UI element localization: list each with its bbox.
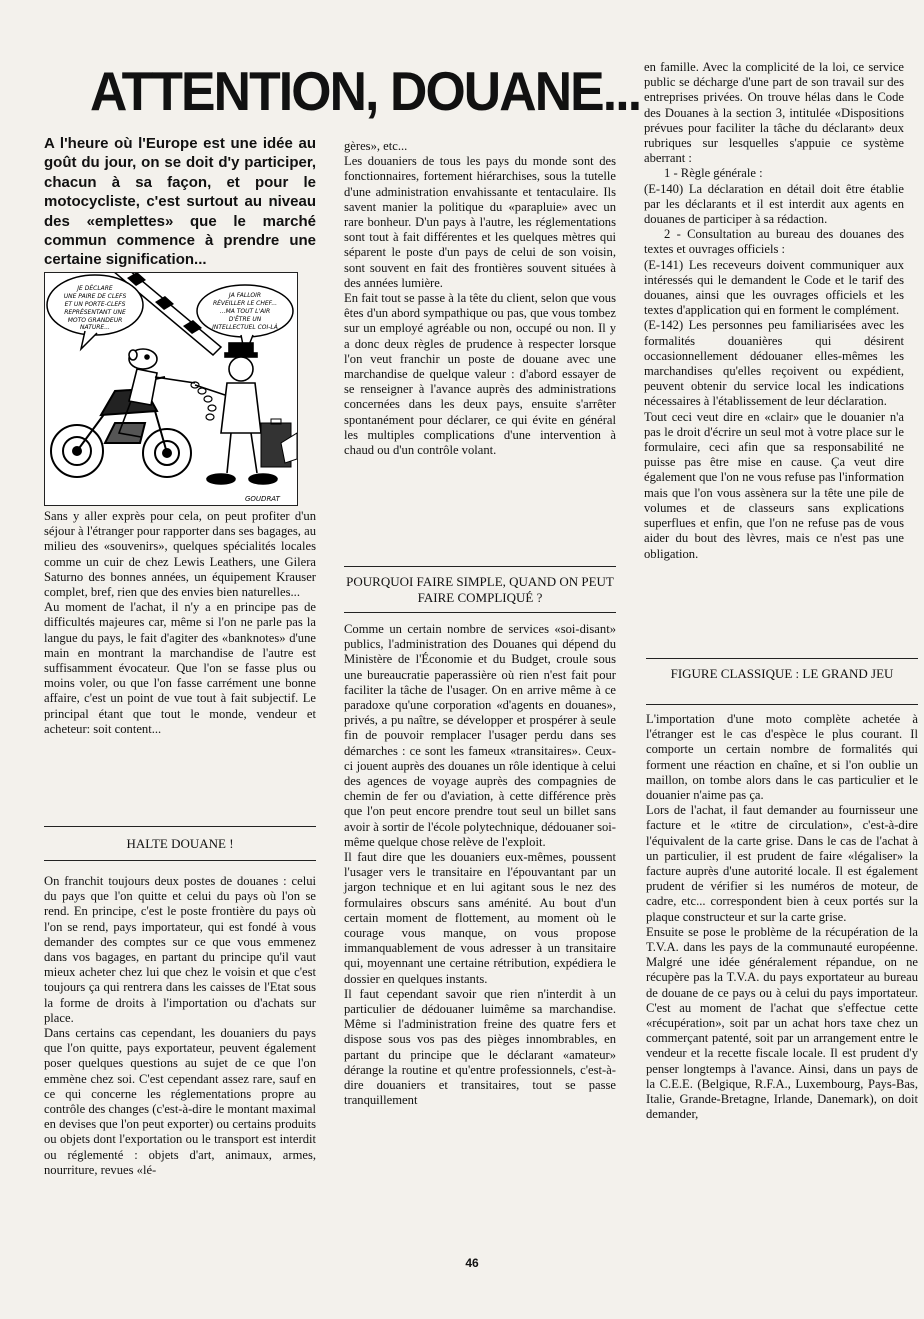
article-lead: A l'heure où l'Europe est une idée au goût du jour, on se doit d'y participer, chacun à sa façon, et pour le motocycliste, c'est surtout au niveau des «emplettes» que le marché commun commence à prendre une certaine signification... xyxy=(44,135,316,269)
column-2-top xyxy=(344,139,616,458)
divider xyxy=(44,826,316,827)
paragraph: Comme un certain nombre de services «soi-disant» publics, l'administration des Douanes qui dépend du Ministère de l'Économie et du Budget, croule sous une bureaucratie paperassière où rien n'est fait pour faciliter la tâche de l'usager. On en arrive même à ce paradoxe qu'une corporation «d'agents en douanes», privés, a pu naître, se développer et prospérer à seule fin de pouvoir remplacer l'usager perdu dans ses démarches : ce sont les fameux «transitaires». Ceux-ci jouent auprès des douanes un rôle identique à celui des agences de voyage auprès des compagnies de chemin de fer ou d'aviation, à cette différence près que l'on peut encore prendre tout seul un billet sans avoir à sortir de l'école polytechnique, dédouaner soi-même quelque chose relève de l'exploit. xyxy=(344,622,616,849)
column-1-top xyxy=(44,509,316,737)
paragraph: Lors de l'achat, il faut demander au fournisseur une facture et le «titre de circulation», c'est-à-dire l'équivalent de la carte grise. Dans le cas de l'achat à un particulier, il est prudent de faire «légaliser» la facture auprès d'une autorité locale. Il est également prudent de vérifier si les numéros de moteur, de cadre, etc... correspondent bien à ceux portés sur la plaque constructeur et sur la carte grise. xyxy=(646,803,918,924)
divider xyxy=(44,860,316,861)
bubble-left-line-6: NATURE... xyxy=(80,324,110,331)
paragraph: L'importation d'une moto complète achetée à l'étranger est le cas d'espèce le plus courant. Il comporte un certain nombre de formalités qui forment une réaction en chaîne, et si l'on oublie un maillon, on tombe alors dans le cas particulier et le douanier n'aime pas ça. xyxy=(646,712,918,803)
paragraph: 1 - Règle générale : xyxy=(664,166,763,181)
paragraph: (E-141) Les receveurs doivent communiquer aux intéressés qui le demandent le Code et le tarif des douanes, ainsi que les ouvrages officiels et les textes d'application qui en forment le complément. xyxy=(644,257,904,318)
cartoon-drawing xyxy=(45,273,297,505)
column-1-bottom xyxy=(44,874,316,1178)
paragraph: (E-140) La déclaration en détail doit être établie par les déclarants et il est interdit aux agents en douanes de participer à sa rédaction. xyxy=(644,181,904,227)
column-3-top xyxy=(644,60,904,562)
cartoon-signature: GOUDRAT xyxy=(245,495,280,503)
bubble-right-line-5: INTELLECTUEL COI-LÀ xyxy=(212,324,278,331)
cartoon-illustration xyxy=(44,272,298,506)
bubble-left-line-4: REPRÉSENTANT UNE xyxy=(64,309,126,316)
paragraph: Sans y aller exprès pour cela, on peut profiter d'un séjour à l'étranger pour rapporter dans ses bagages, au milieu des «souvenirs», quelques spécialités locales comme un cuir de chez Lewis Leathers, une Gilera Saturno des bonnes années, un équipement Krauser complet, bref, rien que des envies bien naturelles... xyxy=(44,509,316,600)
bubble-right-line-4: D'ÊTRE UN xyxy=(228,316,262,323)
divider xyxy=(646,704,918,705)
paragraph: Dans certains cas cependant, les douaniers du pays que l'on quitte, pays exportateur, peuvent également poser quelques questions au sujet de ce que l'on emmène chez soi. C'est cependant assez rare, sauf en ce qui concerne les réglementations propre au contrôle des changes (c'est-à-dire le montant maximal en devises que l'on peut exporter) ou certains produits ou objets dont l'exportation ou le transport est interdit ou réglementé : objets d'art, animaux, armes, nourriture, revues «lé- xyxy=(44,1026,316,1177)
paragraph: En fait tout se passe à la tête du client, selon que vous êtes d'un abord sympathique ou pas, que vous tombez sur un employé agréable ou non, occupé ou non. Il y a donc deux règles de prudence à respecter lorsque l'on veut franchir un poste de douane avec une marchandise de quelque valeur : d'abord essayer de se renseigner à l'avance auprès des administrations concernées dans les deux pays, ensuite s'arrêter spontanément pour déclarer, ce qui évite en général les multiples complications d'une intervention à chaud ou d'un contrôle volant. xyxy=(344,291,616,458)
paragraph: Ensuite se pose le problème de la récupération de la T.V.A. dans les pays de la communauté européenne. Malgré une idée généralement répandue, on ne récupère pas la T.V.A. du pays exportateur au bureau de douane de ce pays ou à celui du pays importateur. C'est au moment de l'achat que s'effectue cette «récupération», soit par un achat hors taxe chez un commerçant patenté, soit par un arrangement entre le vendeur et la recette fiscale locale. Il est prudent d'y penser longtemps à l'avance. Ainsi, dans un pays de la C.E.E. (Belgique, R.F.A., Luxembourg, Pays-Bas, Italie, Grande-Bretagne, Irlande, Danemark), on doit demander, xyxy=(646,924,918,1122)
paragraph: Les douaniers de tous les pays du monde sont des fonctionnaires, fortement hiérarchises, sous la tutelle d'une administration envahissante et tentaculaire. Ils savent manier la politique du «parapluie» avec un rare bonheur. D'un pays à l'autre, les réglementations sont tout à fait différentes et les quelques mètres qui séparent le poste d'un pays de celui de son voisin, sont souvent en fait des frontières souvent situées à des années lumière. xyxy=(344,154,616,290)
section-heading-pourquoi-faire-simple: POURQUOI FAIRE SIMPLE, QUAND ON PEUT FAIRE COMPLIQUÉ ? xyxy=(346,574,614,605)
divider xyxy=(646,658,918,659)
section-heading-figure-classique: FIGURE CLASSIQUE : LE GRAND JEU xyxy=(670,666,894,681)
paragraph: Au moment de l'achat, il n'y a en principe pas de difficultés majeures car, même si l'on ne parle pas la langue du pays, le fait d'agiter des «banknotes» d'une main en montrant la marchandise de l'autre est suffisamment évocateur. Que l'on se fasse plus ou moins voler, ou que l'on fasse carrément une bonne affaire, c'est un point de vue tout à fait subjectif. Le principal étant que tout le monde, vendeur et acheteur: soit content... xyxy=(44,600,316,736)
bubble-right-line-1: JA FALLOIR xyxy=(228,292,262,299)
chain-icon xyxy=(191,382,216,420)
suitcase-icon xyxy=(261,419,297,467)
paragraph: (E-142) Les personnes peu familiarisées avec les formalités douanières qui désirent occasionnellement dédouaner elles-mêmes les marchandises qu'elles reçoivent ou expédient, peuvent obtenir du service local les indications nécessaires à l'établissement de leur déclaration. xyxy=(644,318,904,409)
bubble-left-line-2: UNE PAIRE DE CLEFS xyxy=(63,293,127,300)
paragraph: Il faut dire que les douaniers eux-mêmes, poussent l'usager vers le transitaire en l'épouvantant par un jargon technique et en lui agitant sous le nez des formulaires obscurs sans aménité. Au bout d'un certain moment de flottement, au moment où le courage vous manque, on vous propose immanquablement de vous adresser à un transitaire qui, moyennant une certaine rétribution, expédiera le dossier en quelques instants. xyxy=(344,850,616,986)
bubble-left-line-5: MOTO GRANDEUR xyxy=(67,317,123,324)
divider xyxy=(344,612,616,613)
article-title: ATTENTION, DOUANE... xyxy=(90,60,641,122)
paragraph: On franchit toujours deux postes de douanes : celui du pays que l'on quitte et celui du pays où l'on se rend. En principe, c'est le poste frontière du pays où l'on se rend, pays importateur, qui est fondé à vous demander des comptes sur ce que vous emmenez dans vos bagages, en partant du principe qu'il vaut mieux acheter chez lui que chez le voisin et que c'est toujours ça qui rentrera dans les caisses de l'Etat sous la forme de droits à l'importation ou d'achats sur place. xyxy=(44,874,316,1025)
page-number: 46 xyxy=(465,1256,479,1270)
bubble-right-line-3: ...MA TOUT L'AIR xyxy=(219,308,271,315)
column-3-bottom xyxy=(646,712,918,1122)
bubble-left-line-1: JE DÉCLARE xyxy=(77,285,113,292)
paragraph: Il faut cependant savoir que rien n'interdit à un particulier de dédouaner luimême sa marchandise. Même si l'administration freine des quatre fers et dispose sous vos pas des pièges innombrables, en partant du principe que le déclarant «amateur» dérange la routine et qu'entre professionnels, c'est-à-dire douaniers et transitaires, tout se passe tranquillement xyxy=(344,986,616,1108)
bubble-left-line-3: ET UN PORTE-CLEFS xyxy=(64,301,126,308)
paragraph: en famille. Avec la complicité de la loi, ce service public se décharge d'une part de son travail sur des entreprises privées. On trouve hélas dans le Code des Douanes à la section 3, intitulée «Dispositions prévues pour faciliter la tâche du déclarant» deux rubriques sur lesquelles s'appuie ce système aberrant : xyxy=(644,60,904,166)
speech-bubble-left xyxy=(47,275,143,349)
column-2-bottom xyxy=(344,622,616,1109)
section-heading-halte-douane: HALTE DOUANE ! xyxy=(126,836,234,851)
divider xyxy=(344,566,616,567)
paragraph: Tout ceci veut dire en «clair» que le douanier n'a pas le droit d'écrire un seul mot à votre place sur le formulaire, ceci afin que sa responsabilité ne puisse pas être mise en cause. Ça veut dire également que l'on ne vous refuse pas l'information mais que l'on vous assènera sur la tête une pile de volumes et de classeurs sans explications superflues et enfin, que l'on ne refuse pas de vous aider du bout des lèvres, mais ce n'est pas une obligation. xyxy=(644,409,904,561)
bubble-right-line-2: RÉVEILLER LE CHEF... xyxy=(212,300,278,307)
paragraph: gères», etc... xyxy=(344,139,408,153)
paragraph: 2 - Consultation au bureau des douanes des textes et ouvrages officiels : xyxy=(644,227,904,257)
